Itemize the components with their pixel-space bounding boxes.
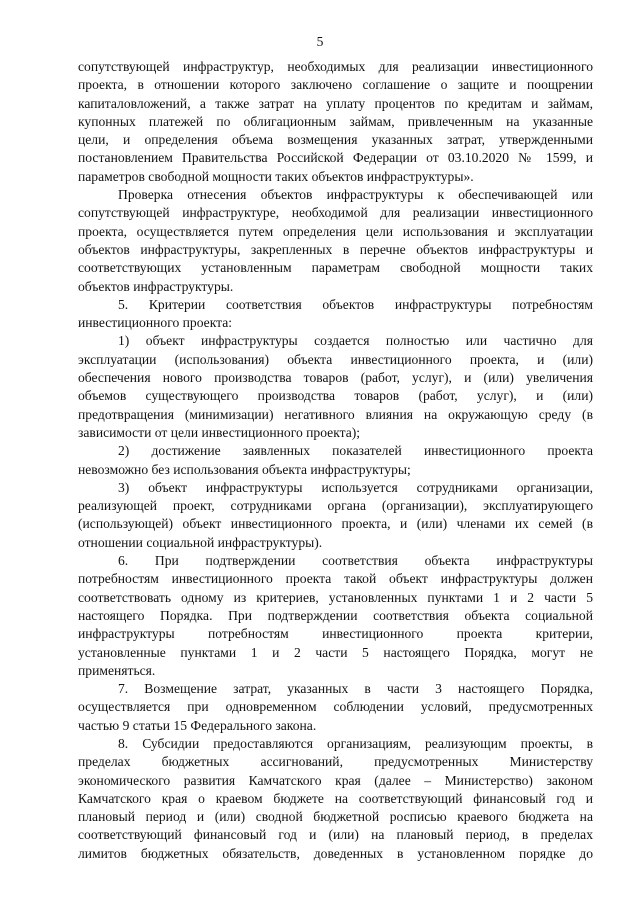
paragraph xyxy=(78,735,593,863)
text-line: объектов инфраструктуры, закрепленных в перечне объектов инфраструктуры и xyxy=(78,241,593,257)
text-line: зависимости от цели инвестиционного проекта); xyxy=(78,424,361,440)
text-line: осуществляется при одновременном соблюдении условий, предусмотренных xyxy=(78,699,593,715)
text-line: инфраструктуры потребностям инвестиционного проекта критерии, xyxy=(78,626,593,642)
text-line: Камчатского края о краевом бюджете на соответствующий финансовый год и xyxy=(78,790,593,806)
text-line: соответствовать одному из критериев, установленных пунктами 1 и 2 части 5 xyxy=(78,589,593,605)
text-line: потребностям инвестиционного проекта такой объект инфраструктуры должен xyxy=(78,571,593,587)
paragraph xyxy=(78,442,593,479)
paragraph xyxy=(78,186,593,296)
text-line: постановлением Правительства Российской Федерации от 03.10.2020 № 1599, и xyxy=(78,150,593,166)
text-line: соответствующих установленным параметрам свободной мощности таких xyxy=(78,260,593,276)
text-line: проекта, осуществляется путем определения цели использования и эксплуатации xyxy=(78,223,593,239)
paragraph xyxy=(78,680,593,735)
text-line: предотвращения (минимизации) негативного влияния на окружающую среду (в xyxy=(78,406,593,422)
text-line: (использующей) объект инвестиционного проекта, и (или) членами их семей (в xyxy=(78,516,593,532)
text-line: настоящего Порядка. При подтверждении соответствия объекта социальной xyxy=(78,607,593,623)
document-body xyxy=(78,58,593,863)
text-line: проекта, в отношении которого заключено соглашение о защите и поощрении xyxy=(78,77,593,93)
text-line: 6. При подтверждении соответствия объекта инфраструктуры xyxy=(118,553,593,569)
text-line: объектов инфраструктуры. xyxy=(78,278,234,294)
text-line: Проверка отнесения объектов инфраструктуры к обеспечивающей или xyxy=(118,187,593,203)
text-line: инвестиционного проекта: xyxy=(78,315,233,331)
text-line: отношении социальной инфраструктуры). xyxy=(78,534,323,550)
paragraph xyxy=(78,296,593,333)
text-line: 5. Критерии соответствия объектов инфраструктуры потребностям xyxy=(118,296,593,312)
text-line: сопутствующей инфраструктур, необходимых для реализации инвестиционного xyxy=(78,59,593,74)
text-line: 8. Субсидии предоставляются организациям, реализующим проекты, в xyxy=(118,735,593,751)
text-line: применяться. xyxy=(78,662,156,678)
text-line: 7. Возмещение затрат, указанных в части 3 настоящего Порядка, xyxy=(118,681,593,697)
paragraph xyxy=(78,552,593,680)
text-line: невозможно без использования объекта инфраструктуры; xyxy=(78,461,411,477)
text-line: реализующей проект, сотрудниками органа (организации), эксплуатирующего xyxy=(78,498,593,514)
text-line: купонных платежей по облигационным займам, привлеченным на указанные xyxy=(78,113,593,129)
text-line: 3) объект инфраструктуры используется сотрудниками организации, xyxy=(118,479,593,495)
text-line: капиталовложений, а также затрат на уплату процентов по кредитам и займам, xyxy=(78,95,593,111)
text-line: обеспечения нового производства товаров (работ, услуг), и (или) увеличения xyxy=(78,370,593,386)
text-line: 2) достижение заявленных показателей инвестиционного проекта xyxy=(118,443,593,459)
text-line: параметров свободной мощности таких объектов инфраструктуры». xyxy=(78,168,474,184)
text-line: пределах бюджетных ассигнований, предусмотренных Министерству xyxy=(78,754,593,770)
page-number: 5 xyxy=(316,34,324,49)
text-line: лимитов бюджетных обязательств, доведенных в установленном порядке до xyxy=(78,845,593,861)
text-line: объемов существующего производства товаров (работ, услуг), и (или) xyxy=(78,388,593,404)
text-line: плановый период и (или) сводной бюджетной росписью краевого бюджета на xyxy=(78,809,593,825)
paragraph xyxy=(78,58,593,186)
text-line: 1) объект инфраструктуры создается полностью или частично для xyxy=(118,333,593,349)
text-line: сопутствующей инфраструктуре, необходимой для реализации инвестиционного xyxy=(78,205,593,221)
text-line: соответствующий финансовый год и (или) на плановый период, в пределах xyxy=(78,827,593,843)
paragraph xyxy=(78,332,593,442)
text-line: частью 9 статьи 15 Федерального закона. xyxy=(78,717,317,733)
text-line: экономического развития Камчатского края (далее – Министерство) законом xyxy=(78,772,593,788)
text-line: установленные пунктами 1 и 2 части 5 настоящего Порядка, могут не xyxy=(78,644,593,660)
paragraph xyxy=(78,479,593,552)
text-line: цели, и определения объема возмещения указанных затрат, утвержденными xyxy=(78,132,593,148)
text-line: эксплуатации (использования) объекта инвестиционного проекта, и (или) xyxy=(78,351,593,367)
